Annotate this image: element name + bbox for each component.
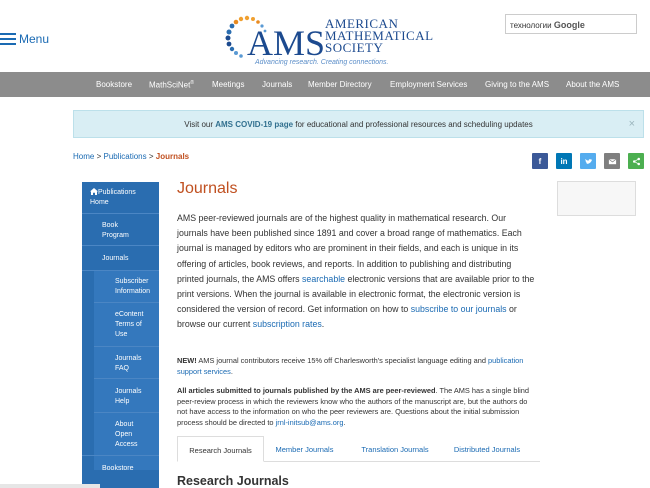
logo-name-line-2: MATHEMATICAL	[325, 28, 434, 43]
sidebar-item-journals-faq[interactable]: Journals FAQ	[115, 355, 142, 372]
peer-review-note	[177, 386, 537, 428]
breadcrumb-current: Journals	[155, 152, 190, 161]
share-button[interactable]	[628, 153, 644, 169]
facebook-icon: f	[538, 156, 542, 166]
breadcrumb	[73, 152, 189, 161]
search-brand: Google	[553, 20, 585, 30]
share-icon	[632, 157, 641, 166]
nav-mathscinet-label: MathSciNet	[149, 80, 191, 90]
linkedin-icon: in	[560, 156, 568, 166]
sidebar-item-bookstore[interactable]: Bookstore	[102, 465, 134, 472]
sidebar-item-econtent-terms[interactable]: eContent Terms of Use	[115, 311, 144, 338]
sidebar-item-subscriber-information[interactable]: Subscriber Information	[115, 278, 151, 295]
intro-text-4: .	[321, 319, 325, 330]
logo-name-line-1: AMERICAN	[325, 16, 399, 31]
menu-button[interactable]	[0, 32, 49, 46]
main-nav	[0, 72, 650, 97]
sidebar-divider	[82, 213, 159, 214]
nav-meetings[interactable]: Meetings	[212, 80, 245, 89]
submission-email-link[interactable]: jrnl-initsub@ams.org	[275, 417, 344, 427]
sidebar-item-journals[interactable]: Journals	[102, 255, 129, 262]
alert-text	[184, 120, 533, 129]
breadcrumb-separator: >	[96, 152, 102, 161]
breadcrumb-separator: >	[148, 152, 154, 161]
nav-bookstore[interactable]: Bookstore	[96, 80, 133, 89]
ams-logo[interactable]	[225, 12, 435, 70]
nav-employment-services[interactable]: Employment Services	[390, 80, 468, 89]
sidebar-item-open-access[interactable]: About Open Access	[115, 421, 138, 448]
peer-review-text: . The AMS has a single blind peer-review process in which the reviewers know who the authors of the manuscript are, but the authors do not have access to the information on who the peer reviewers are. Questions about the initial submission process should be directed to	[177, 386, 530, 427]
side-widget	[557, 181, 636, 216]
new-end: .	[230, 366, 233, 376]
searchable-link[interactable]: searchable	[302, 273, 346, 284]
search-prefix: технологии	[510, 21, 552, 30]
peer-review-end: .	[343, 417, 346, 427]
sidebar-item-journals-help[interactable]: Journals Help	[115, 388, 142, 405]
publication-support-link[interactable]: publication support services	[177, 356, 524, 376]
sidebar-divider	[94, 346, 159, 347]
sidebar-divider	[82, 270, 159, 271]
journal-tabs	[177, 436, 540, 462]
sidebar-divider	[94, 302, 159, 303]
alert-link[interactable]: AMS COVID-19 page	[215, 119, 294, 129]
menu-label: Menu	[19, 32, 50, 46]
breadcrumb-publications[interactable]: Publications	[103, 152, 147, 161]
nav-mathscinet[interactable]	[149, 80, 194, 90]
close-icon[interactable]: ×	[628, 118, 635, 130]
page-title: Journals	[177, 180, 238, 197]
alert-suffix: for educational and professional resources and scheduling updates	[293, 119, 533, 129]
intro-text-2: electronic versions that are available prior to the print versions. When the journal is available in electronic format, the electronic version is considered the version of record. Get information on how to	[177, 273, 535, 315]
nav-member-directory[interactable]: Member Directory	[308, 80, 372, 89]
logo-wordmark: AMS	[247, 23, 326, 63]
site-header	[0, 0, 650, 72]
nav-journals[interactable]: Journals	[262, 80, 293, 89]
hamburger-icon	[0, 33, 16, 45]
logo-society-name	[325, 18, 434, 54]
home-icon	[90, 188, 98, 195]
logo-name-line-3: SOCIETY	[325, 40, 384, 55]
sidebar-divider	[94, 378, 159, 379]
covid-alert	[73, 110, 644, 138]
sidebar-divider	[82, 455, 159, 456]
nav-giving[interactable]: Giving to the AMS	[485, 80, 550, 89]
subscribe-link[interactable]: subscribe to our journals	[410, 304, 507, 315]
registered-mark: ®	[190, 80, 195, 86]
logo-tagline: Advancing research. Creating connections.	[255, 59, 389, 66]
charlesworth-note	[177, 356, 537, 377]
email-icon	[608, 157, 617, 166]
tab-translation-journals[interactable]: Translation Journals	[361, 445, 429, 454]
intro-text-3: or browse our current	[177, 304, 517, 330]
search-input[interactable]	[505, 14, 637, 34]
breadcrumb-home[interactable]: Home	[73, 152, 95, 161]
sidebar-divider	[82, 245, 159, 246]
intro-text-1: AMS peer-reviewed journals are of the highest quality in mathematical research. Our journals have been published since 1891 and cover a broad range of mathematics. Each journal is managed by editors who are prominent in their fields, and each is unique in its offering of articles, book reviews, and reports. In addition to publishing and distributing printed journals, the AMS offers	[177, 213, 522, 284]
twitter-share-button[interactable]	[580, 153, 596, 169]
alert-prefix: Visit our	[184, 119, 216, 129]
tab-distributed-journals[interactable]: Distributed Journals	[453, 445, 521, 454]
nav-about[interactable]: About the AMS	[566, 80, 620, 89]
sidebar-item-label: Publications Home	[90, 189, 136, 206]
email-share-button[interactable]	[604, 153, 620, 169]
bottom-scroll-strip	[0, 484, 100, 488]
journals-intro	[177, 211, 537, 333]
sidebar-nav	[82, 182, 159, 488]
tab-member-journals[interactable]: Member Journals	[275, 445, 334, 454]
linkedin-share-button[interactable]	[556, 153, 572, 169]
sidebar-item-book-program[interactable]: Book Program	[102, 222, 129, 239]
sidebar-divider	[94, 412, 159, 413]
section-title: Research Journals	[177, 474, 289, 488]
new-label: NEW!	[177, 356, 197, 365]
peer-review-bold: All articles submitted to journals published by the AMS are peer-reviewed	[177, 386, 436, 395]
subscription-rates-link[interactable]: subscription rates	[252, 319, 322, 330]
twitter-icon	[584, 157, 593, 166]
sidebar-item-publications-home[interactable]	[82, 188, 159, 208]
tab-research-journals[interactable]: Research Journals	[177, 436, 264, 462]
facebook-share-button[interactable]	[532, 153, 548, 169]
new-text: AMS journal contributors receive 15% off Charlesworth's specialist language editing and	[196, 356, 489, 365]
